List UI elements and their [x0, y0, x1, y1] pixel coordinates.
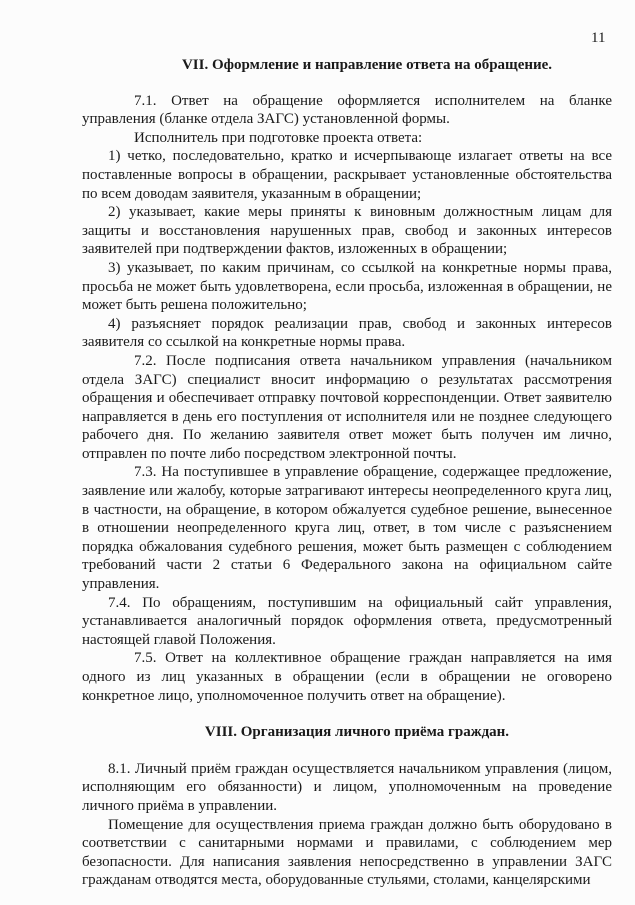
paragraph-7-2: 7.2. После подписания ответа начальником управления (начальником отдела ЗАГС) специалист вносит информацию о результатах рассмотрения обращения и обеспечивает отправку почтовой корреспонденции. Ответ заявителю направляется в день его поступления от исполнителя или не позднее следующего рабочего дня. По желанию заявителя ответ может быть получен им лично, отправлен по почте либо посредством электронной почты.: [82, 352, 612, 462]
paragraph-7-5: 7.5. Ответ на коллективное обращение граждан направляется на имя одного из лиц указанных в обращении (если в обращении не оговорено конкретное лицо, уполномоченное получить ответ на обращение).: [82, 650, 612, 704]
document-body: [82, 56, 612, 890]
paragraph-8-1: 8.1. Личный приём граждан осуществляется начальником управления (лицом, исполняющим его обязанности) и лицом, уполномоченным на проведение личного приёма в управлении.: [82, 760, 612, 814]
paragraph-premises: Помещение для осуществления приема граждан должно быть оборудовано в соответствии с санитарными нормами и правилами, с соблюдением мер безопасности. Для написания заявления непосредственно в управлении ЗАГС гражданам отводятся места, оборудованные стульями, столами, канцелярскими: [82, 816, 612, 889]
list-item-3: 3) указывает, по каким причинам, со ссылкой на конкретные нормы права, просьба не может быть удовлетворена, если просьба, изложенная в обращении, не может быть решена положительно;: [82, 259, 612, 314]
list-item-2: 2) указывает, какие меры приняты к виновным должностным лицам для защиты и восстановления нарушенных прав, свобод и законных интересов заявителей при подтверждении фактов, изложенных в обращении;: [82, 204, 612, 258]
paragraph-7-3: 7.3. На поступившее в управление обращение, содержащее предложение, заявление или жалобу, которые затрагивают интересы неопределенного круга лиц, в частности, на обращение, в котором обжалуется судебное решение, вынесенное в отношении неопределенного круга лиц, ответ, в том числе с разъяснением порядка обжалования судебного решения, может быть размещен с соблюдением требований части 2 статьи 6 Федерального закона на официальном сайте управления.: [82, 464, 612, 593]
section-7-heading: VII. Оформление и направление ответа на обращение.: [181, 57, 553, 73]
paragraph-7-1: 7.1. Ответ на обращение оформляется исполнителем на бланке управления (бланке отдела ЗАГС) установленной формы.: [82, 92, 612, 128]
section-8-heading: VIII. Организация личного приёма граждан.: [204, 724, 510, 741]
list-item-4: 4) разъясняет порядок реализации прав, свобод и законных интересов заявителя со ссылкой на конкретные нормы права.: [82, 315, 612, 351]
paragraph-7-4: 7.4. По обращениям, поступившим на официальный сайт управления, устанавливается аналогичный порядок оформления ответа, предусмотренный настоящей главой Положения.: [82, 594, 612, 648]
page-number: 11: [591, 30, 606, 46]
paragraph-executor-intro: Исполнитель при подготовке проекта ответа:: [134, 129, 423, 146]
list-item-1: 1) четко, последовательно, кратко и исчерпывающе излагает ответы на все поставленные вопросы в обращении, раскрывает установленные обстоятельства по всем доводам заявителя, указанным в обращении;: [82, 148, 612, 202]
